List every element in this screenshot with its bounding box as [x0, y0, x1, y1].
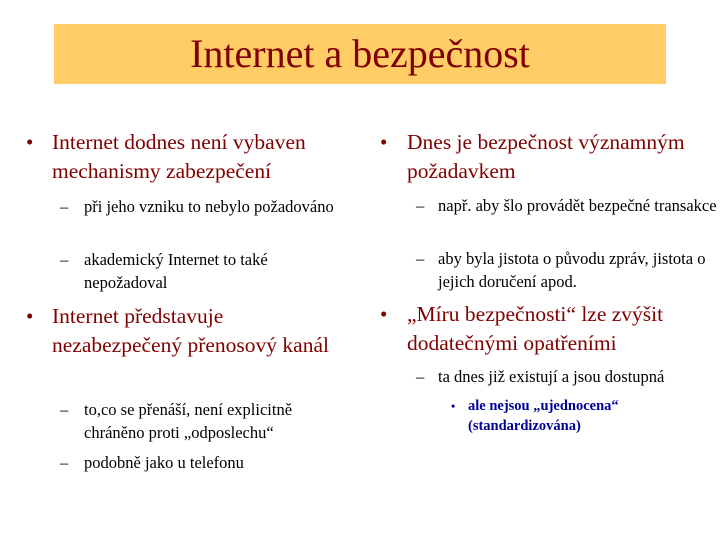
- bullet-marker: •: [451, 399, 456, 413]
- dash-marker: –: [416, 249, 425, 268]
- dash-marker: –: [416, 367, 425, 386]
- dash-marker: –: [60, 453, 69, 472]
- left-column: [0, 128, 350, 474]
- bullet-text: Internet představuje nezabezpečený přenosový kanál: [52, 304, 329, 357]
- slide-title: Internet a bezpečnost: [190, 31, 530, 76]
- bullet-level1: [0, 302, 350, 389]
- bullet-level2: [0, 195, 350, 241]
- bullet-text: „Míru bezpečnosti“ lze zvýšit dodatečnými opatřeními: [407, 302, 664, 355]
- bullet-text: to,co se přenáší, není explicitně chráněno proti „odposlechu“: [84, 400, 293, 442]
- title-bar: [54, 24, 666, 84]
- bullet-text: akademický Internet to také nepožadoval: [84, 250, 268, 292]
- bullet-text: při jeho vzniku to nebylo požadováno: [84, 197, 334, 216]
- bullet-level2: [358, 247, 720, 293]
- bullet-text: ale nejsou „ujednocena“ (standardizována): [468, 398, 619, 434]
- bullet-marker: •: [380, 130, 388, 154]
- dash-marker: –: [60, 197, 69, 216]
- bullet-text: Dnes je bezpečnost významným požadavkem: [407, 130, 685, 183]
- bullet-text: podobně jako u telefonu: [84, 453, 244, 472]
- dash-marker: –: [60, 400, 69, 419]
- bullet-level2: [0, 398, 350, 444]
- bullet-level2: [0, 451, 350, 474]
- bullet-marker: •: [380, 302, 388, 326]
- bullet-level1: [358, 128, 720, 186]
- bullet-text: aby byla jistota o původu zpráv, jistota o jejich doručení apod.: [438, 249, 706, 291]
- bullet-marker: •: [26, 304, 34, 328]
- bullet-text: ta dnes již existují a jsou dostupná: [438, 367, 665, 386]
- bullet-level2: [358, 194, 720, 240]
- bullet-level2: [0, 248, 350, 294]
- bullet-level1: [358, 300, 720, 358]
- bullet-level3: [358, 396, 658, 436]
- right-column: [358, 128, 720, 436]
- bullet-text: např. aby šlo provádět bezpečné transakce: [438, 196, 717, 215]
- dash-marker: –: [416, 196, 425, 215]
- bullet-level1: [0, 128, 350, 186]
- dash-marker: –: [60, 250, 69, 269]
- bullet-level2: [358, 365, 720, 388]
- bullet-marker: •: [26, 130, 34, 154]
- bullet-text: Internet dodnes není vybaven mechanismy zabezpečení: [52, 130, 306, 183]
